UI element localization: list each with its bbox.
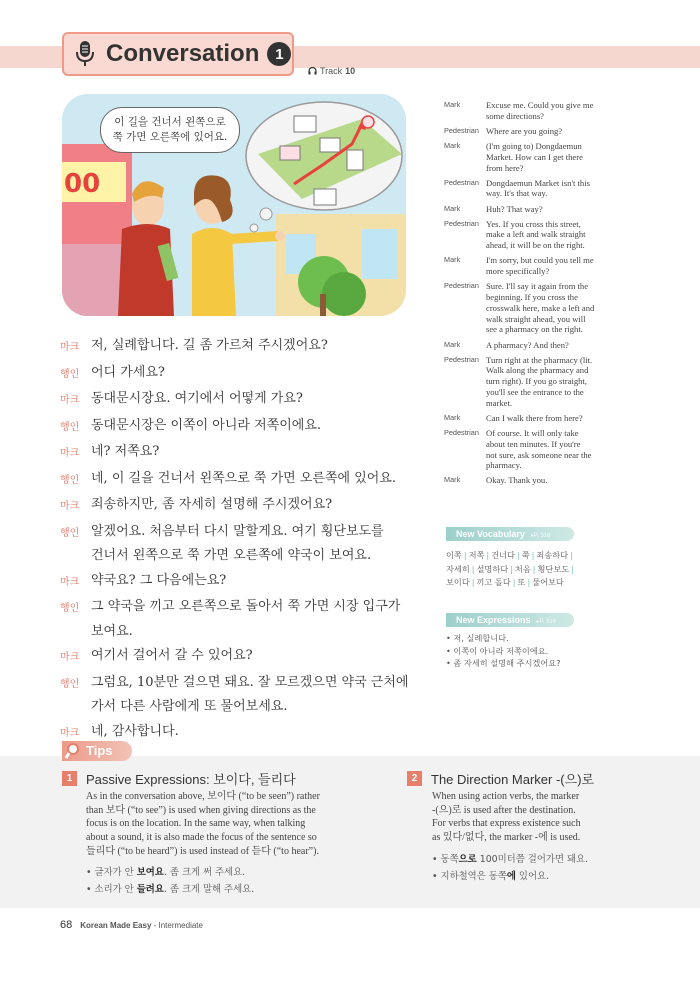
speaker: 행인 [60, 421, 80, 433]
translation-line [444, 281, 684, 335]
dialogue-line [60, 387, 420, 414]
line-text: I'm sorry, but could you tell me [486, 255, 594, 266]
line-text: 그 약국을 끼고 오른쪽으로 돌아서 쭉 가면 시장 입구가 [91, 599, 401, 614]
tip-text: -(으)로 is used after the destination. [432, 804, 576, 816]
line-text: 네, 감사합니다. [91, 723, 179, 739]
speaker: Pedestrian [444, 427, 479, 437]
line-text: about ten minutes. If you're [486, 438, 581, 449]
vocab-word: 설명하다 [476, 563, 509, 574]
translation-line [444, 355, 684, 409]
vocab-word: 저쪽 [468, 550, 485, 560]
section-number: 1 [267, 42, 291, 66]
dialogue-line [60, 493, 420, 520]
example-sentence: • 동쪽으로 100미터쯤 걸어가면 돼요. [432, 854, 589, 865]
dialogue-line [60, 440, 420, 467]
line-text: 동대문시장은 이쪽이 아니라 저쪽이에요. [91, 417, 322, 433]
vocab-word: 끼고 돌다 [476, 577, 511, 587]
line-text: 약국요? 그 다음에는요? [91, 572, 227, 588]
speaker: Pedestrian [444, 125, 479, 135]
track-label: Track [320, 66, 343, 76]
line-text: 보여요. [91, 623, 133, 639]
vocabulary-page-ref[interactable]: ▸P. 316 [530, 533, 551, 539]
line-text: from here? [486, 162, 524, 173]
bubble-line: 쭉 가면 오른쪽에 있어요. [112, 131, 228, 143]
vocab-word: 보이다 [446, 577, 470, 587]
tip-text: For verbs that express existence such [432, 818, 581, 830]
speaker: 마크 [60, 342, 80, 353]
vocab-word: 죄송하다 [536, 550, 569, 560]
tip-text: as 있다/없다, the marker -에 is used. [432, 832, 581, 844]
speaker: Pedestrian [444, 281, 479, 291]
line-text: 어디 가세요? [91, 364, 165, 380]
vocab-word: 또 [517, 577, 526, 587]
tip-2-examples [432, 851, 588, 885]
line-text: 여기서 걸어서 갈 수 있어요? [91, 648, 253, 663]
speaker: Mark [444, 140, 461, 150]
speaker: Mark [444, 255, 461, 265]
translation-line [444, 340, 684, 351]
tip-1-examples [86, 864, 254, 898]
vocabulary-list [446, 549, 618, 590]
vocabulary-row: 이쪽 | 저쪽 | 건너다 | 쭉 | 죄송하다 | [446, 550, 573, 560]
section-header [62, 32, 294, 76]
line-text: (I'm going to) Dongdaemun [486, 140, 582, 151]
dialogue-line [60, 644, 420, 671]
speaker: Mark [444, 203, 461, 213]
tip-1-number: 1 [62, 771, 77, 786]
tip-1-body [86, 790, 386, 859]
english-translation [444, 100, 684, 491]
vocab-word: 횡단보도 [537, 563, 570, 574]
headphones-icon [308, 67, 317, 75]
line-text: Turn right at the pharmacy (lit. [486, 354, 593, 365]
line-text: 저, 실례합니다. 길 좀 가르쳐 주시겠어요? [91, 338, 328, 353]
vocab-word: 쭉 [521, 550, 530, 560]
vocab-word: 물어보다 [532, 577, 564, 587]
dialogue-line [60, 334, 420, 361]
expressions-title: New Expressions [456, 615, 531, 625]
line-text: 건너서 왼쪽으로 쭉 가면 오른쪽에 약국이 보여요. [91, 548, 372, 563]
tip-2-number: 2 [407, 771, 422, 786]
tip-text: As in the conversation above, 보이다 (“to be seen”) rather [86, 791, 320, 802]
speaker: 행인 [60, 527, 80, 539]
speaker: Mark [444, 339, 461, 349]
dialogue-line [60, 520, 420, 569]
line-text: 네? 저쪽요? [91, 444, 160, 459]
expressions-list [446, 632, 646, 670]
line-text: Okay. Thank you. [486, 475, 548, 486]
tip-text: When using action verbs, the marker [432, 791, 580, 802]
example-sentence: • 소리가 안 들려요. 좀 크게 말해 주세요. [86, 884, 255, 895]
line-text: turn right). If you go straight, [486, 376, 587, 387]
tip-text: 들리다 (“to be heard”) is used instead of 듣다 (“to hear”). [86, 845, 319, 857]
vocab-word: 건너다 [491, 550, 515, 560]
audio-track[interactable] [308, 66, 355, 76]
tip-text: about a sound, it is also made the focus of the sentence so [86, 832, 317, 844]
speaker: 행인 [60, 678, 80, 690]
line-text: Of course. It will only take [486, 427, 579, 438]
line-text: 가서 다른 사람에게 또 물어보세요. [91, 699, 288, 714]
line-text: Sure. I'll say it again from the [486, 281, 589, 292]
speaker: Mark [444, 475, 461, 485]
line-text: Excuse me. Could you give me [486, 100, 594, 110]
dialogue-line [60, 467, 420, 494]
line-text: make a left and walk straight [486, 229, 586, 240]
translation-line [444, 126, 684, 137]
vocabulary-title: New Vocabulary [456, 529, 525, 539]
translation-line [444, 428, 684, 471]
speaker: Pedestrian [444, 218, 479, 228]
speech-bubble [100, 107, 240, 153]
line-text: beginning. If you cross the [486, 292, 578, 303]
speaker: 마크 [60, 652, 80, 663]
vocab-word: 이쪽 [446, 550, 462, 560]
line-text: Market. How can I get there [486, 151, 583, 162]
line-text: 죄송하지만, 좀 자세히 설명해 주시겠어요? [91, 497, 333, 512]
tips-label: Tips [62, 741, 132, 761]
line-text: 동대문시장요. 여기에서 어떻게 가요? [91, 391, 303, 406]
tip-text: than 보다 (“to see”) is used when giving directions as the [86, 804, 316, 816]
line-text: ahead, it will be on the right. [486, 240, 585, 251]
line-text: 네, 이 길을 건너서 왼쪽으로 쭉 가면 오른쪽에 있어요. [91, 470, 397, 486]
sign-text: 00 [64, 169, 101, 199]
line-text: way. It's that way. [486, 188, 548, 199]
translation-line [444, 255, 684, 277]
speaker: 행인 [60, 368, 80, 380]
translation-line [444, 178, 684, 200]
line-text: Huh? That way? [486, 203, 543, 214]
line-text: 그럼요, 10분만 걸으면 돼요. 잘 모르겠으면 약국 근처에 [91, 674, 409, 690]
tip-2-heading [407, 769, 594, 788]
vocabulary-row: 보이다 | 끼고 돌다 | 또 | 물어보다 [446, 577, 564, 587]
translation-line [444, 141, 684, 173]
tip-1-heading [62, 769, 296, 788]
tip-2-body [432, 790, 672, 845]
line-text: Where are you going? [486, 125, 563, 136]
translation-line [444, 204, 684, 215]
section-title: Conversation [106, 40, 260, 67]
new-expressions-header [446, 613, 574, 627]
bubble-line: 이 길을 건너서 왼쪽으로 [114, 116, 226, 128]
line-text: 알겠어요. 처음부터 다시 말할게요. 여기 횡단보도를 [91, 523, 384, 539]
speaker: 마크 [60, 727, 80, 739]
example-sentence: • 지하철역은 동쪽에 있어요. [432, 871, 550, 882]
expression-item: • 이쪽이 아니라 저쪽이에요. [446, 645, 549, 656]
speaker: 행인 [60, 474, 80, 486]
page-number: 68 [60, 919, 73, 931]
speaker: 행인 [60, 603, 80, 614]
book-title: Korean Made Easy - Intermediate [80, 921, 203, 930]
line-text: crosswalk here, make a left and [486, 302, 595, 313]
line-text: A pharmacy? And then? [486, 339, 569, 350]
line-text: Yes. If you cross this street, [486, 218, 581, 229]
magnifier-icon [64, 741, 84, 761]
speaker: 마크 [60, 448, 80, 459]
line-text: Dongdaemun Market isn't this [486, 177, 590, 188]
translation-line [444, 219, 684, 251]
new-vocabulary-header [446, 527, 574, 541]
line-text: market. [486, 397, 513, 408]
korean-dialogue [60, 334, 420, 746]
line-text: pharmacy. [486, 460, 522, 471]
line-text: Walk along the pharmacy and [486, 365, 589, 376]
expression-item: • 좀 자세히 설명해 주시겠어요? [446, 658, 561, 668]
line-text: see a pharmacy on the right. [486, 324, 583, 335]
translation-line [444, 475, 684, 486]
line-text: walk straight ahead, you will [486, 313, 586, 324]
speaker: 마크 [60, 576, 80, 588]
page-footer [60, 919, 203, 931]
speaker: Mark [444, 100, 461, 109]
dialogue-line [60, 595, 420, 644]
vocabulary-row: 자세히 | 설명하다 | 처음 | 횡단보도 | [446, 563, 574, 574]
line-text: not sure, ask someone near the [486, 449, 592, 460]
vocab-word: 자세히 [446, 563, 470, 574]
dialogue-line [60, 569, 420, 596]
tip-1-title: Passive Expressions: 보이다, 들리다 [86, 772, 296, 787]
line-text: you'll see the entrance to the [486, 387, 584, 397]
microphone-icon [74, 39, 96, 69]
speaker: Pedestrian [444, 177, 479, 187]
track-number: 10 [345, 66, 356, 76]
speaker: 마크 [60, 395, 80, 406]
expression-item: • 저, 실례합니다. [446, 633, 509, 643]
dialogue-line [60, 361, 420, 388]
vocab-word: 처음 [514, 563, 531, 574]
example-sentence: • 글자가 안 보여요. 좀 크게 써 주세요. [86, 867, 246, 878]
tip-2-title: The Direction Marker -(으)로 [431, 772, 595, 787]
dialogue-line [60, 414, 420, 441]
dialogue-line [60, 671, 420, 720]
tip-text: focus is on the location. In the same way, when talking [86, 818, 306, 830]
line-text: more specifically? [486, 266, 550, 277]
line-text: some directions? [486, 110, 544, 121]
expressions-page-ref[interactable]: ▸P. 316 [536, 619, 557, 625]
translation-line [444, 413, 684, 424]
speaker: Pedestrian [444, 354, 479, 364]
translation-line [444, 100, 684, 122]
speaker: 마크 [60, 501, 80, 512]
speaker: Mark [444, 412, 461, 422]
line-text: Can I walk there from here? [486, 412, 583, 423]
